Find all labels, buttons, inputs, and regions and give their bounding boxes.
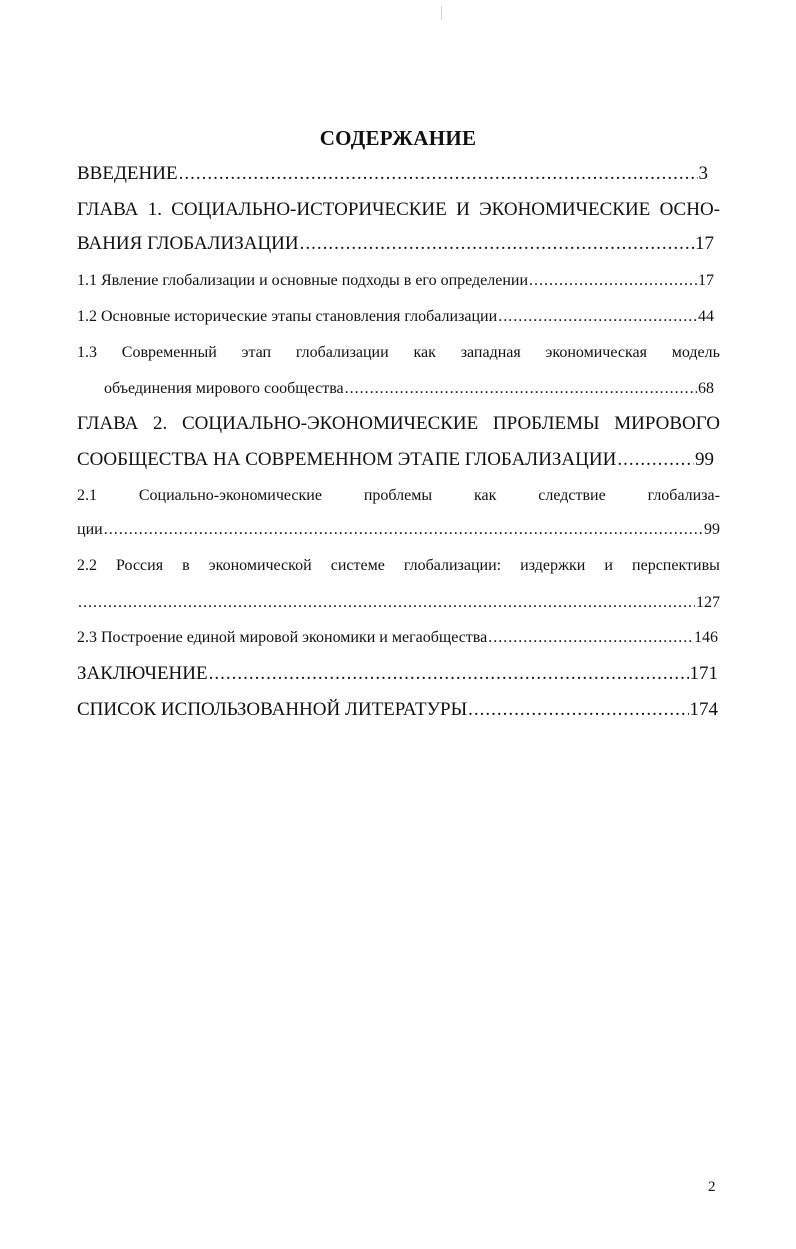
toc-section-2-1-line2 [77,521,720,539]
toc-entry-conclusion [77,663,718,685]
toc-chapter1-line2 [77,233,714,255]
toc-leader-dots [209,663,689,685]
toc-section-1-3-line1 [77,344,720,362]
word: ОСНО- [659,199,720,220]
word: ПРОБЛЕМЫ [492,413,600,434]
word: как [473,487,497,504]
word: этап [241,344,272,361]
word: перспективы [632,557,720,574]
word: следствие [538,487,606,504]
toc-entry-label: ВВЕДЕНИЕ [77,163,178,184]
word: в [182,557,190,574]
toc-entry-page: 17 [695,233,714,254]
word: экономическая [545,344,647,361]
toc-entry-page: 146 [694,629,718,646]
toc-entry-label: объединения мирового сообщества [104,380,344,397]
toc-section-2-2-line2 [77,594,720,612]
toc-leader-dots [468,699,688,721]
toc-leader-dots [345,380,697,398]
word: СОЦИАЛЬНО-ЭКОНОМИЧЕСКИЕ [181,413,479,434]
word: Современный [121,344,217,361]
toc-entry-label: СООБЩЕСТВА НА СОВРЕМЕННОМ ЭТАПЕ ГЛОБАЛИЗАЦИИ [77,449,617,470]
word: глобализации: [403,557,502,574]
word: 2. [153,413,168,434]
toc-section-2-1-line1 [77,487,720,505]
toc-entry-page: 3 [698,163,708,184]
toc-entry-page: 68 [698,380,714,397]
toc-entry-label: ции [77,521,103,538]
word: западная [460,344,521,361]
toc-entry-label: 1.2 Основные исторические этапы становления глобализации [77,308,498,325]
toc-chapter2-line2 [77,449,714,471]
toc-entry-page: 17 [698,272,714,289]
word: И [456,199,470,220]
toc-entry-page: 99 [695,449,714,470]
word: Россия [116,557,164,574]
toc-chapter2-line1 [77,413,720,435]
toc-section-1-3-line2 [104,380,714,398]
toc-leader-dots [179,163,698,185]
page-number: 2 [708,1179,716,1195]
toc-leader-dots [300,233,694,255]
page-title: СОДЕРЖАНИЕ [319,126,477,150]
toc-section-1-1 [77,272,714,290]
word: ГЛАВА [77,413,139,434]
toc-leader-dots [104,521,703,539]
word: модель [671,344,720,361]
toc-entry-label: ЗАКЛЮЧЕНИЕ [77,663,208,684]
word: ЭКОНОМИЧЕСКИЕ [479,199,651,220]
toc-entry-intro [77,163,708,185]
word: глобализации [295,344,389,361]
word: СОЦИАЛЬНО-ИСТОРИЧЕСКИЕ [171,199,447,220]
toc-leader-dots [498,308,697,326]
word: как [413,344,436,361]
scan-artifact [441,6,442,20]
toc-entry-label: 1.1 Явление глобализации и основные подходы в его определении [77,272,529,289]
word: глобализа- [647,487,720,504]
toc-chapter1-line1 [77,199,720,221]
toc-entry-page: 171 [689,663,718,684]
toc-entry-page: 174 [689,699,718,720]
word: и [604,557,613,574]
toc-leader-dots [617,449,694,471]
toc-entry-page: 99 [704,521,720,538]
word: ГЛАВА [77,199,139,220]
toc-entry-page: 44 [698,308,714,325]
toc-entry-references [77,699,718,721]
word: проблемы [363,487,433,504]
word: 1.3 [77,344,97,361]
word: издержки [520,557,586,574]
toc-section-2-3 [77,629,718,647]
toc-section-1-2 [77,308,714,326]
toc-leader-dots [488,629,693,647]
word: МИРОВОГО [614,413,720,434]
word: системе [330,557,385,574]
word: 2.1 [77,487,97,504]
word: 2.2 [77,557,97,574]
word: Социально-экономические [138,487,322,504]
toc-entry-label: ВАНИЯ ГЛОБАЛИЗАЦИИ [77,233,299,254]
word: экономической [208,557,312,574]
toc-section-2-2-line1 [77,557,720,575]
toc-entry-label: СПИСОК ИСПОЛЬЗОВАННОЙ ЛИТЕРАТУРЫ [77,699,468,720]
toc-leader-dots [78,594,695,612]
word: 1. [147,199,162,220]
toc-entry-label: 2.3 Построение единой мировой экономики и мегаобщества [77,629,488,646]
toc-leader-dots [529,272,697,290]
toc-entry-page: 127 [696,594,720,611]
